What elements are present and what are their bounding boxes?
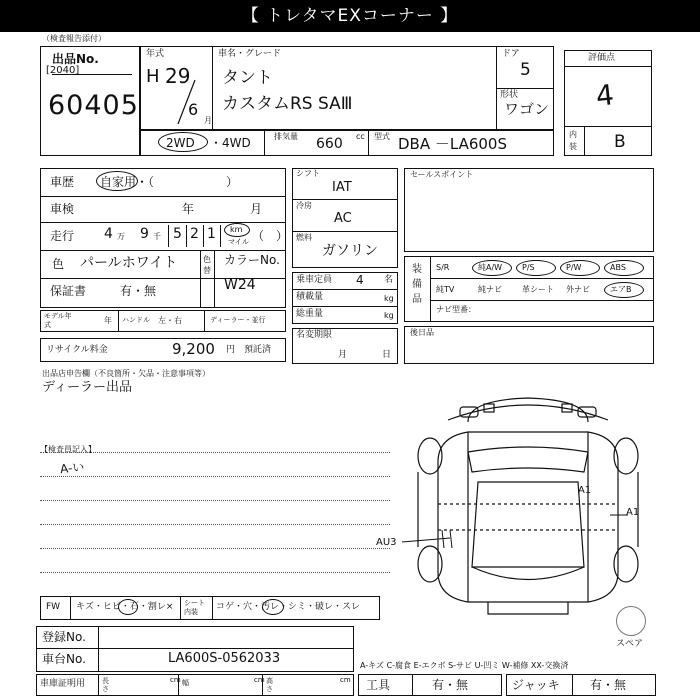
- handle-label: ハンドル: [122, 316, 150, 324]
- interior-value: B: [614, 132, 626, 152]
- retrofit-label: 後日品: [410, 328, 434, 337]
- car-diagram: [408, 392, 648, 622]
- fw-label: FW: [46, 602, 61, 612]
- equipment-circle: [560, 260, 600, 276]
- load-unit: kg: [384, 294, 394, 303]
- score-label: 評価点: [588, 53, 616, 63]
- year-value: 29: [165, 64, 191, 88]
- mileage-d3: 5: [173, 226, 182, 242]
- recycle-unit: 円: [226, 345, 236, 355]
- dealer-value: ディーラー・並行: [210, 316, 266, 324]
- equipment-item: P/S: [522, 263, 535, 272]
- drive-2wd: 2WD: [166, 136, 195, 150]
- equipment-item: P/W: [566, 263, 582, 272]
- equipment-circle: [472, 260, 512, 276]
- jack-label: ジャッキ: [512, 678, 560, 692]
- inspector-note: A-い: [59, 459, 85, 477]
- equipment-circle: [604, 260, 644, 276]
- color-change-label: 色替: [203, 255, 211, 275]
- tools-value: 有・無: [432, 678, 469, 692]
- fuel-label: 燃料: [296, 233, 312, 242]
- report-label: 出品店申告欄（不良箇所・欠品・注意事項等）: [42, 369, 210, 378]
- mileage-u1: 万: [117, 232, 125, 241]
- mileage-label: 走行: [50, 229, 75, 243]
- equipment-label: 装備品: [412, 264, 422, 305]
- equipment-item: 純ナビ: [478, 285, 502, 294]
- warranty-value: 有・無: [120, 284, 157, 298]
- displacement-value: 660: [316, 136, 343, 152]
- top-note: （検査報告添付）: [42, 34, 106, 43]
- cert-width: 幅: [182, 679, 189, 687]
- displacement-label: 排気量: [274, 132, 298, 141]
- lot-number: 60405: [48, 90, 139, 121]
- jack-value: 有・無: [590, 678, 627, 692]
- total-unit: kg: [384, 311, 394, 320]
- seats-value: 4: [356, 273, 364, 287]
- ac-value: AC: [334, 211, 352, 226]
- displacement-unit: cc: [356, 132, 365, 141]
- ac-label: 冷房: [296, 201, 312, 210]
- shift-label: シフト: [296, 169, 320, 178]
- cert-unit-3: cm: [340, 676, 351, 684]
- equipment-item: S/R: [436, 263, 450, 272]
- seat-stain-circle: [262, 599, 284, 615]
- report-value: ディーラー出品: [42, 380, 132, 395]
- equipment-circle: [516, 260, 556, 276]
- spare-tire-icon: [616, 606, 646, 636]
- seats-unit: 名: [384, 275, 394, 285]
- cert-unit-2: cm: [254, 676, 265, 684]
- score-value: 4: [594, 78, 616, 113]
- cert-height: 高さ: [266, 677, 273, 693]
- seats-label: 乗車定員: [296, 275, 333, 285]
- spare-label: スペア: [616, 639, 644, 649]
- model-year-label: モデル年式: [44, 312, 72, 329]
- recycle-label: リサイクル料金: [46, 345, 108, 355]
- model-label: 型式: [374, 132, 390, 141]
- shape-label: 形状: [500, 90, 519, 100]
- load-label: 積載量: [296, 292, 324, 302]
- inspection-label: 車検: [50, 202, 75, 216]
- warranty-label: 保証書: [50, 284, 87, 298]
- equipment-circle: [604, 282, 644, 298]
- interior-label: 内装: [569, 130, 577, 151]
- color-no-value: W24: [224, 277, 256, 293]
- handle-value: 左・右: [158, 316, 182, 325]
- year-month-unit: 月: [204, 116, 212, 125]
- mark-a1-outer: A1: [626, 507, 640, 518]
- door-value: 5: [520, 60, 531, 80]
- shape-value: ワゴン: [504, 100, 550, 118]
- mark-a1-inner: A1: [578, 485, 592, 496]
- mileage-d5: 1: [207, 226, 216, 242]
- registration-label: 登録No.: [42, 630, 86, 644]
- door-label: ドア: [502, 49, 520, 59]
- color-label: 色: [52, 257, 65, 271]
- model-value: DBA －LA600S: [398, 135, 507, 153]
- year-month: 6: [188, 100, 199, 119]
- car-grade: カスタムRS SAⅢ: [222, 94, 353, 114]
- year-era: H: [146, 66, 160, 87]
- equipment-item: 純TV: [436, 285, 455, 294]
- equipment-item: 純A/W: [478, 263, 503, 272]
- fuel-value: ガソリン: [322, 243, 378, 259]
- header-banner: 【 トレタマEXコーナー 】: [0, 0, 700, 32]
- inspection-month: 月: [250, 202, 263, 216]
- inspector-label: 【検査員記入】: [40, 445, 96, 454]
- seat-label: シート内装: [184, 599, 205, 616]
- fw-hibi-circle: [118, 599, 138, 615]
- history-value: 自家用・（ ）: [100, 175, 239, 189]
- mileage-mile: マイル: [228, 238, 249, 246]
- history-label: 車歴: [50, 175, 75, 189]
- car-label: 車名・グレード: [218, 49, 282, 59]
- cert-unit-1: cm: [170, 676, 181, 684]
- tools-label: 工具: [366, 678, 391, 692]
- mileage-km: km: [230, 225, 243, 234]
- change-label: 名変期限: [296, 330, 333, 340]
- mileage-u2: 千: [153, 232, 161, 241]
- damage-legend: A-キズ C-腐食 E-エクボ S-サビ U-凹ミ W-補修 XX-交換済: [360, 661, 569, 670]
- change-month: 月: [338, 350, 348, 360]
- navi-label: ナビ型番：: [436, 305, 476, 314]
- sales-point-label: セールスポイント: [410, 170, 474, 179]
- car-name: タント: [222, 68, 273, 88]
- fw-text: キズ・ヒビ・石・割レ×: [76, 602, 174, 612]
- mark-au3: AU3: [376, 537, 397, 548]
- chassis-label: 車台No.: [42, 652, 86, 666]
- total-label: 総重量: [296, 309, 324, 319]
- cert-label: 車庫証明用: [40, 679, 86, 689]
- sales-point-box: [404, 168, 654, 252]
- change-day: 日: [382, 350, 392, 360]
- year-label: 年式: [146, 49, 165, 59]
- cert-length: 長さ: [102, 677, 109, 693]
- seat-text: コゲ・穴・汚レ・シミ・破レ・スレ: [216, 602, 361, 612]
- lot-code: [2040]: [46, 65, 80, 76]
- lot-label: 出品No.: [52, 52, 99, 66]
- equipment-item: 外ナビ: [566, 285, 590, 294]
- equipment-item: エアB: [610, 285, 632, 294]
- inspection-year: 年: [182, 202, 195, 216]
- retrofit-box: [404, 326, 654, 364]
- color-no-label: カラーNo.: [224, 253, 280, 267]
- equipment-item: 革シート: [522, 285, 554, 294]
- recycle-value: 9,200: [172, 340, 215, 358]
- shift-value: IAT: [332, 180, 352, 195]
- drive-4wd: 4WD: [222, 136, 251, 150]
- model-year-year: 年: [104, 316, 112, 325]
- mileage-d1: 4: [104, 226, 113, 242]
- color-value: パールホワイト: [80, 255, 178, 271]
- recycle-note: 預託済: [244, 345, 272, 355]
- mileage-d2: 9: [140, 226, 149, 242]
- equipment-item: ABS: [610, 263, 626, 272]
- chassis-value: LA600S-0562033: [168, 651, 281, 666]
- mileage-d4: 2: [190, 226, 199, 242]
